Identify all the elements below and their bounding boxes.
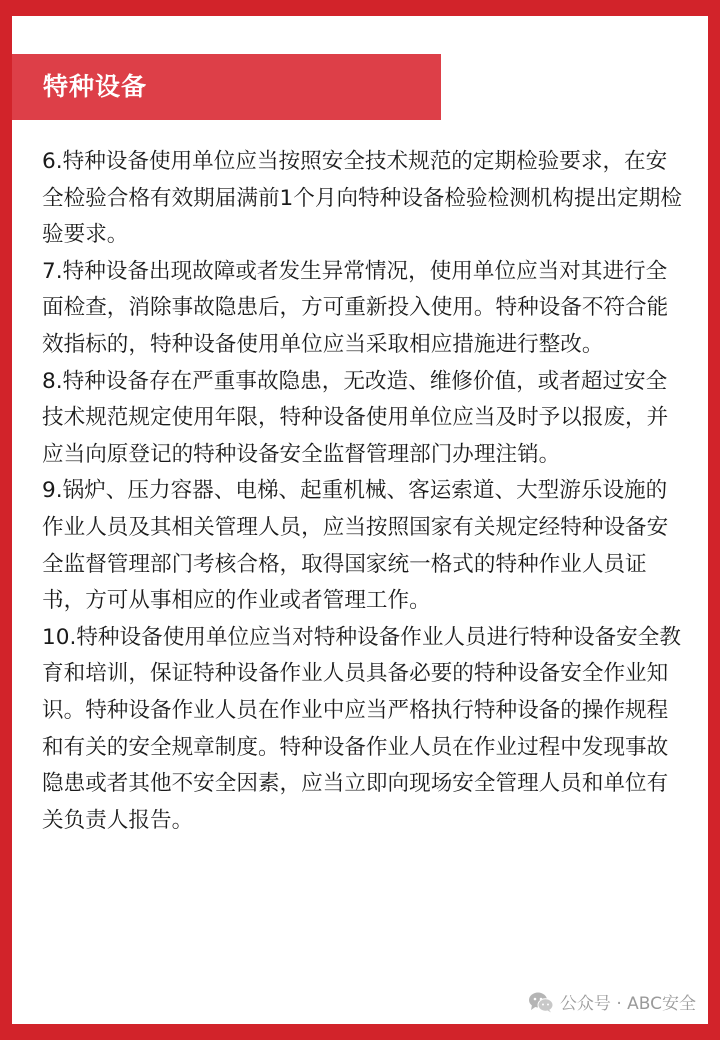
section-title: 特种设备 xyxy=(43,72,148,101)
paragraph-item-9: 9.锅炉、压力容器、电梯、起重机械、客运索道、大型游乐设施的作业人员及其相关管理人员，应当按照国家有关规定经特种设备安全监督管理部门考核合格，取得国家统一格式的特种作业人员证书，方可从事相应的作业或者管理工作。 xyxy=(42,478,669,614)
watermark-text: 公众号 · ABC安全 xyxy=(559,994,696,1014)
paragraph-item-6: 6.特种设备使用单位应当按照安全技术规范的定期检验要求，在安全检验合格有效期届满前1个月向特种设备检验检测机构提出定期检验要求。 xyxy=(42,149,682,248)
paragraph-item-8: 8.特种设备存在严重事故隐患，无改造、维修价值，或者超过安全技术规范规定使用年限，特种设备使用单位应当及时予以报废，并应当向原登记的特种设备安全监督管理部门办理注销。 xyxy=(42,368,669,467)
paragraph-item-10: 10.特种设备使用单位应当对特种设备作业人员进行特种设备安全教育和培训，保证特种设备作业人员具备必要的特种设备安全作业知识。特种设备作业人员在作业中应当严格执行特种设备的操作规程和有关的安全规章制度。特种设备作业人员在作业过程中发现事故隐患或者其他不安全因素，应当立即向现场安全管理人员和单位有关负责人报告。 xyxy=(42,624,681,833)
document-card xyxy=(12,16,708,1024)
paragraph-item-7: 7.特种设备出现故障或者发生异常情况，使用单位应当对其进行全面检查，消除事故隐患后，方可重新投入使用。特种设备不符合能效指标的，特种设备使用单位应当采取相应措施进行整改。 xyxy=(42,258,669,357)
wechat-icon xyxy=(528,991,554,1013)
section-header xyxy=(12,54,441,120)
watermark xyxy=(528,989,696,1014)
document-body xyxy=(42,144,688,839)
